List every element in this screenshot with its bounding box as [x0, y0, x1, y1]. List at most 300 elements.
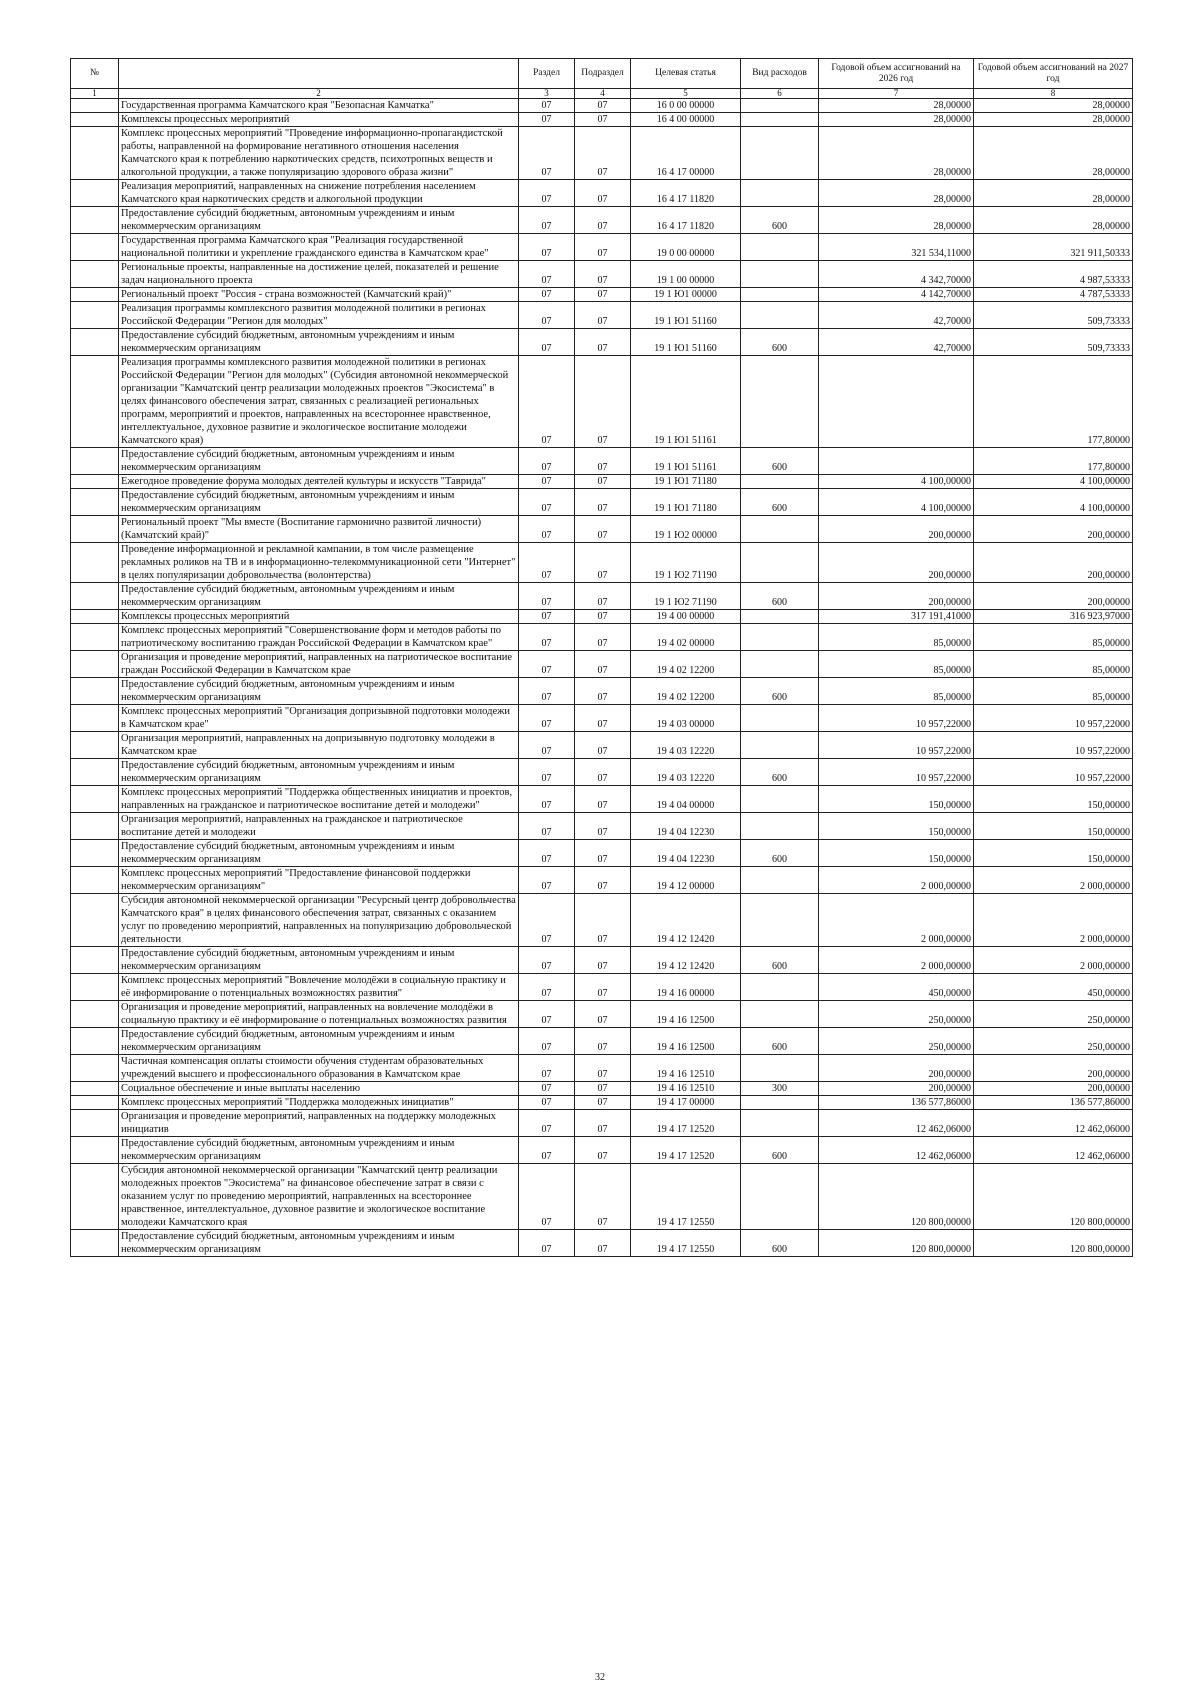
cell-razdel: 07 [519, 180, 575, 207]
cell-podrazdel: 07 [575, 1137, 631, 1164]
cell-2026 [819, 448, 974, 475]
cell-name: Реализация программы комплексного развития молодежной политики в регионах Российской Федерации "Регион для молодых" [119, 302, 519, 329]
cell-target: 19 4 17 12520 [631, 1137, 741, 1164]
cell-2026: 28,00000 [819, 180, 974, 207]
table-row [71, 489, 1133, 516]
cell-2027: 177,80000 [974, 448, 1133, 475]
cell-podrazdel: 07 [575, 288, 631, 302]
cell-no [71, 583, 119, 610]
cell-2027: 200,00000 [974, 543, 1133, 583]
cell-razdel: 07 [519, 1230, 575, 1257]
cell-vid [741, 813, 819, 840]
cell-2026: 85,00000 [819, 624, 974, 651]
cell-no [71, 651, 119, 678]
cell-podrazdel: 07 [575, 1028, 631, 1055]
cell-vid: 600 [741, 1137, 819, 1164]
cell-razdel: 07 [519, 516, 575, 543]
cell-podrazdel: 07 [575, 329, 631, 356]
cell-vid: 600 [741, 947, 819, 974]
cell-2027: 85,00000 [974, 624, 1133, 651]
budget-table [70, 58, 1133, 1257]
cell-name: Предоставление субсидий бюджетным, автономным учреждениям и иным некоммерческим организациям [119, 1137, 519, 1164]
cell-razdel: 07 [519, 261, 575, 288]
cell-podrazdel: 07 [575, 867, 631, 894]
table-row [71, 786, 1133, 813]
cell-vid [741, 894, 819, 947]
cell-2026: 28,00000 [819, 127, 974, 180]
cell-name: Государственная программа Камчатского края "Реализация государственной национальной политики и укрепление гражданского единства в Камчатском крае" [119, 234, 519, 261]
cell-2026: 200,00000 [819, 583, 974, 610]
cell-2027: 10 957,22000 [974, 732, 1133, 759]
cell-razdel: 07 [519, 947, 575, 974]
cell-2026: 42,70000 [819, 329, 974, 356]
cell-podrazdel: 07 [575, 894, 631, 947]
cell-2027: 12 462,06000 [974, 1137, 1133, 1164]
cell-no [71, 974, 119, 1001]
col-num: 5 [631, 89, 741, 99]
cell-no [71, 475, 119, 489]
cell-target: 16 0 00 00000 [631, 99, 741, 113]
cell-2027: 85,00000 [974, 678, 1133, 705]
cell-name: Проведение информационной и рекламной кампании, в том числе размещение рекламных роликов на ТВ и в информационно-телекоммуникационной сети "Интернет" в целях популяризации добровольчества (волонтерства) [119, 543, 519, 583]
cell-razdel: 07 [519, 475, 575, 489]
cell-name: Предоставление субсидий бюджетным, автономным учреждениям и иным некоммерческим организациям [119, 947, 519, 974]
cell-target: 19 4 16 12510 [631, 1082, 741, 1096]
cell-name: Социальное обеспечение и иные выплаты населению [119, 1082, 519, 1096]
cell-no [71, 1001, 119, 1028]
cell-vid [741, 302, 819, 329]
col-header-razdel: Раздел [519, 59, 575, 89]
col-header-name [119, 59, 519, 89]
table-row [71, 302, 1133, 329]
cell-target: 19 0 00 00000 [631, 234, 741, 261]
cell-vid: 600 [741, 329, 819, 356]
cell-target: 19 4 17 12550 [631, 1230, 741, 1257]
cell-2026: 150,00000 [819, 840, 974, 867]
cell-razdel: 07 [519, 1096, 575, 1110]
cell-target: 19 4 17 12520 [631, 1110, 741, 1137]
cell-razdel: 07 [519, 813, 575, 840]
cell-podrazdel: 07 [575, 207, 631, 234]
cell-name: Комплекс процессных мероприятий "Поддержка общественных инициатив и проектов, направленных на гражданское и патриотическое воспитание детей и молодежи" [119, 786, 519, 813]
cell-target: 16 4 17 11820 [631, 180, 741, 207]
cell-razdel: 07 [519, 207, 575, 234]
cell-no [71, 1230, 119, 1257]
cell-2026: 28,00000 [819, 113, 974, 127]
cell-razdel: 07 [519, 583, 575, 610]
table-row [71, 1137, 1133, 1164]
cell-target: 19 4 02 12200 [631, 651, 741, 678]
table-row [71, 610, 1133, 624]
table-row [71, 180, 1133, 207]
cell-podrazdel: 07 [575, 1164, 631, 1230]
cell-razdel: 07 [519, 448, 575, 475]
cell-razdel: 07 [519, 651, 575, 678]
cell-no [71, 99, 119, 113]
cell-no [71, 127, 119, 180]
cell-vid: 600 [741, 1230, 819, 1257]
cell-name: Предоставление субсидий бюджетным, автономным учреждениям и иным некоммерческим организациям [119, 448, 519, 475]
cell-2026: 85,00000 [819, 678, 974, 705]
cell-vid: 600 [741, 1028, 819, 1055]
cell-name: Организация и проведение мероприятий, направленных на патриотическое воспитание граждан Российской Федерации в Камчатском крае [119, 651, 519, 678]
cell-2026: 12 462,06000 [819, 1110, 974, 1137]
cell-no [71, 624, 119, 651]
cell-target: 19 4 12 12420 [631, 947, 741, 974]
cell-vid [741, 786, 819, 813]
cell-2026: 250,00000 [819, 1028, 974, 1055]
cell-target: 16 4 17 11820 [631, 207, 741, 234]
cell-name: Субсидия автономной некоммерческой организации "Камчатский центр реализации молодежных проектов "Экосистема" на финансовое обеспечение затрат в связи с оказанием услуг по проведению мероприятий, направленных на всестороннее нравственное, интеллектуальное, духовное развитие и экологическое воспитание молодежи Камчатского края [119, 1164, 519, 1230]
cell-razdel: 07 [519, 356, 575, 448]
cell-podrazdel: 07 [575, 786, 631, 813]
table-row [71, 894, 1133, 947]
col-num: 8 [974, 89, 1133, 99]
cell-target: 19 4 02 00000 [631, 624, 741, 651]
table-row [71, 1110, 1133, 1137]
cell-razdel: 07 [519, 543, 575, 583]
cell-target: 19 4 03 12220 [631, 732, 741, 759]
table-row [71, 356, 1133, 448]
cell-vid [741, 732, 819, 759]
cell-podrazdel: 07 [575, 1110, 631, 1137]
cell-2026: 10 957,22000 [819, 759, 974, 786]
cell-2026: 321 534,11000 [819, 234, 974, 261]
cell-2027: 150,00000 [974, 813, 1133, 840]
budget-sheet [70, 58, 1132, 1257]
cell-name: Комплекс процессных мероприятий "Совершенствование форм и методов работы по патриотическому воспитанию граждан Российской Федерации в Камчатском крае" [119, 624, 519, 651]
table-row [71, 651, 1133, 678]
cell-target: 19 1 Ю2 71190 [631, 583, 741, 610]
cell-razdel: 07 [519, 1001, 575, 1028]
table-body [71, 99, 1133, 1257]
cell-vid [741, 516, 819, 543]
cell-razdel: 07 [519, 1137, 575, 1164]
cell-no [71, 867, 119, 894]
cell-name: Региональные проекты, направленные на достижение целей, показателей и решение задач национального проекта [119, 261, 519, 288]
cell-vid [741, 356, 819, 448]
cell-2027: 4 987,53333 [974, 261, 1133, 288]
cell-razdel: 07 [519, 1028, 575, 1055]
cell-2026: 200,00000 [819, 1055, 974, 1082]
col-num: 7 [819, 89, 974, 99]
cell-razdel: 07 [519, 894, 575, 947]
cell-2027: 321 911,50333 [974, 234, 1133, 261]
cell-vid: 600 [741, 489, 819, 516]
cell-2026: 2 000,00000 [819, 867, 974, 894]
cell-2026: 10 957,22000 [819, 705, 974, 732]
cell-no [71, 1110, 119, 1137]
cell-2026: 150,00000 [819, 813, 974, 840]
cell-podrazdel: 07 [575, 302, 631, 329]
cell-vid: 300 [741, 1082, 819, 1096]
cell-razdel: 07 [519, 705, 575, 732]
cell-2027: 200,00000 [974, 1055, 1133, 1082]
cell-target: 19 1 Ю1 71180 [631, 475, 741, 489]
cell-2027: 28,00000 [974, 113, 1133, 127]
col-header-2026: Годовой объем ассигнований на 2026 год [819, 59, 974, 89]
cell-2027: 120 800,00000 [974, 1164, 1133, 1230]
cell-2026: 4 142,70000 [819, 288, 974, 302]
cell-no [71, 261, 119, 288]
table-row [71, 947, 1133, 974]
cell-target: 19 1 Ю2 00000 [631, 516, 741, 543]
table-row [71, 543, 1133, 583]
cell-2027: 10 957,22000 [974, 759, 1133, 786]
cell-2027: 28,00000 [974, 99, 1133, 113]
cell-vid [741, 705, 819, 732]
cell-no [71, 786, 119, 813]
table-row [71, 759, 1133, 786]
cell-no [71, 113, 119, 127]
cell-razdel: 07 [519, 1055, 575, 1082]
cell-2026: 2 000,00000 [819, 947, 974, 974]
cell-target: 19 4 16 12500 [631, 1028, 741, 1055]
table-row [71, 1055, 1133, 1082]
col-header-vid: Вид расходов [741, 59, 819, 89]
cell-vid [741, 1001, 819, 1028]
cell-2027: 12 462,06000 [974, 1110, 1133, 1137]
cell-target: 19 1 Ю1 00000 [631, 288, 741, 302]
cell-2027: 2 000,00000 [974, 867, 1133, 894]
table-row [71, 1164, 1133, 1230]
cell-razdel: 07 [519, 489, 575, 516]
cell-razdel: 07 [519, 1164, 575, 1230]
table-row [71, 974, 1133, 1001]
cell-2027: 200,00000 [974, 583, 1133, 610]
cell-target: 19 1 00 00000 [631, 261, 741, 288]
cell-podrazdel: 07 [575, 1055, 631, 1082]
table-row [71, 99, 1133, 113]
cell-razdel: 07 [519, 610, 575, 624]
table-row [71, 1230, 1133, 1257]
cell-vid [741, 610, 819, 624]
cell-target: 19 1 Ю1 51161 [631, 448, 741, 475]
cell-2026: 28,00000 [819, 99, 974, 113]
cell-2027: 450,00000 [974, 974, 1133, 1001]
cell-no [71, 947, 119, 974]
cell-no [71, 894, 119, 947]
cell-2027: 4 100,00000 [974, 475, 1133, 489]
cell-target: 19 4 12 12420 [631, 894, 741, 947]
col-header-2027: Годовой объем ассигнований на 2027 год [974, 59, 1133, 89]
cell-name: Предоставление субсидий бюджетным, автономным учреждениям и иным некоммерческим организациям [119, 840, 519, 867]
cell-vid: 600 [741, 840, 819, 867]
cell-2027: 509,73333 [974, 329, 1133, 356]
cell-no [71, 329, 119, 356]
cell-podrazdel: 07 [575, 356, 631, 448]
cell-no [71, 840, 119, 867]
cell-vid [741, 475, 819, 489]
cell-target: 19 4 00 00000 [631, 610, 741, 624]
cell-2026: 150,00000 [819, 786, 974, 813]
cell-2027: 28,00000 [974, 127, 1133, 180]
cell-2027: 150,00000 [974, 786, 1133, 813]
cell-2027: 136 577,86000 [974, 1096, 1133, 1110]
table-row [71, 261, 1133, 288]
cell-razdel: 07 [519, 288, 575, 302]
cell-podrazdel: 07 [575, 610, 631, 624]
cell-name: Комплекс процессных мероприятий "Организация допризывной подготовки молодежи в Камчатском крае" [119, 705, 519, 732]
cell-podrazdel: 07 [575, 583, 631, 610]
cell-name: Частичная компенсация оплаты стоимости обучения студентам образовательных учреждений высшего и профессионального образования в Камчатском крае [119, 1055, 519, 1082]
cell-vid [741, 288, 819, 302]
cell-2027: 120 800,00000 [974, 1230, 1133, 1257]
cell-no [71, 356, 119, 448]
cell-no [71, 813, 119, 840]
cell-razdel: 07 [519, 867, 575, 894]
cell-target: 19 4 17 12550 [631, 1164, 741, 1230]
cell-podrazdel: 07 [575, 180, 631, 207]
cell-name: Предоставление субсидий бюджетным, автономным учреждениям и иным некоммерческим организациям [119, 1028, 519, 1055]
cell-name: Региональный проект "Мы вместе (Воспитание гармонично развитой личности) (Камчатский край)" [119, 516, 519, 543]
cell-name: Государственная программа Камчатского края "Безопасная Камчатка" [119, 99, 519, 113]
cell-2027: 2 000,00000 [974, 894, 1133, 947]
cell-razdel: 07 [519, 624, 575, 651]
cell-2027: 85,00000 [974, 651, 1133, 678]
cell-2027: 4 787,53333 [974, 288, 1133, 302]
cell-target: 16 4 17 00000 [631, 127, 741, 180]
cell-2026: 85,00000 [819, 651, 974, 678]
cell-target: 19 4 17 00000 [631, 1096, 741, 1110]
cell-podrazdel: 07 [575, 813, 631, 840]
cell-podrazdel: 07 [575, 651, 631, 678]
cell-2026: 120 800,00000 [819, 1230, 974, 1257]
table-row [71, 1082, 1133, 1096]
table-row [71, 127, 1133, 180]
cell-2026: 450,00000 [819, 974, 974, 1001]
cell-no [71, 1096, 119, 1110]
cell-target: 19 4 04 00000 [631, 786, 741, 813]
cell-target: 19 1 Ю1 51160 [631, 329, 741, 356]
cell-2026: 4 100,00000 [819, 489, 974, 516]
cell-target: 19 1 Ю2 71190 [631, 543, 741, 583]
col-num: 6 [741, 89, 819, 99]
table-row [71, 1096, 1133, 1110]
cell-name: Организация и проведение мероприятий, направленных на поддержку молодежных инициатив [119, 1110, 519, 1137]
cell-target: 19 4 02 12200 [631, 678, 741, 705]
cell-razdel: 07 [519, 113, 575, 127]
cell-razdel: 07 [519, 678, 575, 705]
col-num: 4 [575, 89, 631, 99]
cell-razdel: 07 [519, 234, 575, 261]
cell-target: 19 4 16 00000 [631, 974, 741, 1001]
cell-vid: 600 [741, 207, 819, 234]
cell-no [71, 610, 119, 624]
cell-2027: 177,80000 [974, 356, 1133, 448]
table-row [71, 234, 1133, 261]
cell-name: Комплекс процессных мероприятий "Вовлечение молодёжи в социальную практику и её информирование о потенциальных возможностях развития" [119, 974, 519, 1001]
table-row [71, 840, 1133, 867]
cell-vid [741, 1164, 819, 1230]
cell-razdel: 07 [519, 1110, 575, 1137]
cell-name: Организация мероприятий, направленных на допризывную подготовку молодежи в Камчатском крае [119, 732, 519, 759]
cell-podrazdel: 07 [575, 1230, 631, 1257]
cell-no [71, 678, 119, 705]
cell-podrazdel: 07 [575, 99, 631, 113]
cell-2026: 136 577,86000 [819, 1096, 974, 1110]
cell-2026: 4 100,00000 [819, 475, 974, 489]
cell-2027: 250,00000 [974, 1001, 1133, 1028]
cell-no [71, 705, 119, 732]
table-row [71, 1028, 1133, 1055]
cell-2026: 200,00000 [819, 516, 974, 543]
cell-no [71, 543, 119, 583]
cell-name: Реализация мероприятий, направленных на снижение потребления населением Камчатского края наркотических средств и алкогольной продукции [119, 180, 519, 207]
cell-razdel: 07 [519, 840, 575, 867]
cell-2026: 200,00000 [819, 1082, 974, 1096]
cell-no [71, 207, 119, 234]
col-header-no: № [71, 59, 119, 89]
cell-razdel: 07 [519, 1082, 575, 1096]
cell-vid [741, 624, 819, 651]
cell-name: Комплекс процессных мероприятий "Предоставление финансовой поддержки некоммерческим организациям" [119, 867, 519, 894]
cell-vid: 600 [741, 678, 819, 705]
cell-podrazdel: 07 [575, 127, 631, 180]
cell-2027: 200,00000 [974, 516, 1133, 543]
cell-name: Комплексы процессных мероприятий [119, 113, 519, 127]
cell-2026: 4 342,70000 [819, 261, 974, 288]
cell-name: Ежегодное проведение форума молодых деятелей культуры и искусств "Таврида" [119, 475, 519, 489]
cell-vid: 600 [741, 759, 819, 786]
cell-no [71, 759, 119, 786]
col-num: 1 [71, 89, 119, 99]
cell-2026: 250,00000 [819, 1001, 974, 1028]
cell-podrazdel: 07 [575, 543, 631, 583]
table-row [71, 207, 1133, 234]
cell-no [71, 1028, 119, 1055]
table-row [71, 867, 1133, 894]
table-row [71, 813, 1133, 840]
cell-2027: 200,00000 [974, 1082, 1133, 1096]
cell-podrazdel: 07 [575, 624, 631, 651]
cell-2026: 200,00000 [819, 543, 974, 583]
cell-2027: 2 000,00000 [974, 947, 1133, 974]
cell-name: Организация мероприятий, направленных на гражданское и патриотическое воспитание детей и молодежи [119, 813, 519, 840]
table-row [71, 516, 1133, 543]
table-row [71, 113, 1133, 127]
cell-razdel: 07 [519, 732, 575, 759]
table-row [71, 448, 1133, 475]
cell-podrazdel: 07 [575, 678, 631, 705]
cell-target: 19 4 04 12230 [631, 813, 741, 840]
cell-2027: 150,00000 [974, 840, 1133, 867]
cell-razdel: 07 [519, 974, 575, 1001]
cell-razdel: 07 [519, 329, 575, 356]
cell-name: Предоставление субсидий бюджетным, автономным учреждениям и иным некоммерческим организациям [119, 583, 519, 610]
col-num: 2 [119, 89, 519, 99]
cell-target: 19 4 16 12500 [631, 1001, 741, 1028]
table-row [71, 705, 1133, 732]
cell-vid [741, 261, 819, 288]
cell-2027: 10 957,22000 [974, 705, 1133, 732]
col-num: 3 [519, 89, 575, 99]
cell-razdel: 07 [519, 99, 575, 113]
cell-no [71, 516, 119, 543]
cell-no [71, 489, 119, 516]
cell-name: Субсидия автономной некоммерческой организации "Ресурсный центр добровольчества Камчатского края" в целях финансового обеспечения затрат, связанных с оказанием услуг по проведению мероприятий, направленных на популяризацию добровольческой деятельности [119, 894, 519, 947]
cell-no [71, 288, 119, 302]
cell-vid: 600 [741, 448, 819, 475]
cell-no [71, 234, 119, 261]
cell-no [71, 1164, 119, 1230]
cell-target: 19 4 03 00000 [631, 705, 741, 732]
cell-podrazdel: 07 [575, 516, 631, 543]
cell-2026: 317 191,41000 [819, 610, 974, 624]
cell-name: Комплекс процессных мероприятий "Проведение информационно-пропагандистской работы, направленной на формирование негативного отношения населения Камчатского края к потреблению наркотических средств, психотропных веществ и алкогольной продукции, а также популяризацию здорового образа жизни" [119, 127, 519, 180]
cell-razdel: 07 [519, 786, 575, 813]
cell-razdel: 07 [519, 302, 575, 329]
